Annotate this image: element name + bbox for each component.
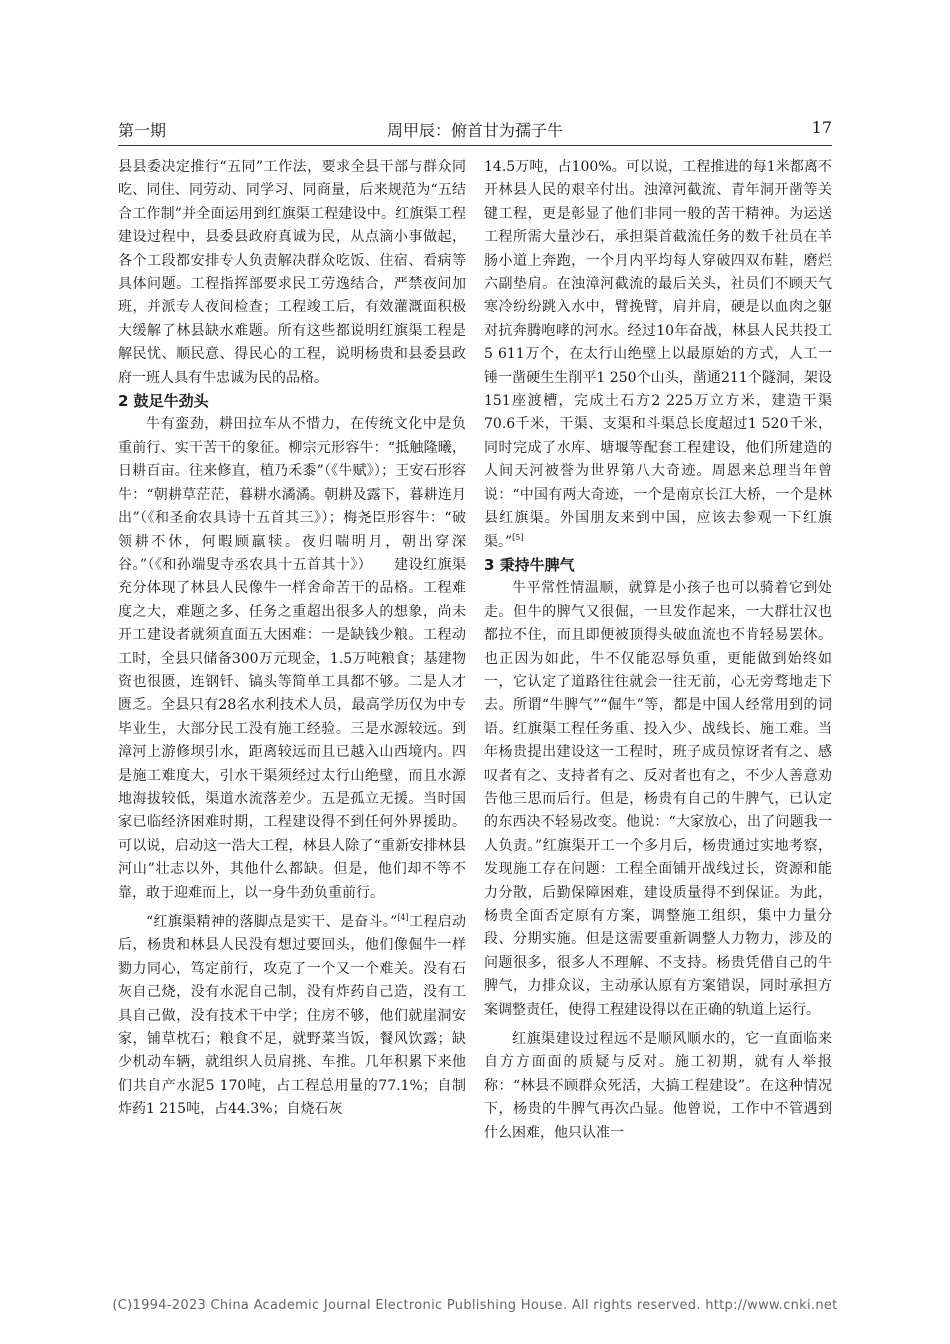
section-heading-2: 2 鼓足牛劲头: [118, 392, 209, 411]
running-title: 周甲辰：俯首甘为孺子牛: [386, 121, 563, 140]
quote: “红旗渠精神的落脚点是实干、是奋斗。”: [146, 914, 398, 930]
left-column: [118, 156, 466, 1122]
paragraph: 牛有蛮劲，耕田拉车从不惜力，在传统文化中是负重前行、实干苦干的象征。柳宗元形容牛：“抵触隆曦，日耕百亩。往来修直，植乃禾黍”（《牛赋》）；王安石形容牛：“朝耕草茫茫，暮耕水潏潏。朝耕及露下，暮耕连月出”（《和圣俞农具诗十五首其三》）；梅尧臣形容牛：“破领耕不休，何暇顾羸犊。夜归喘明月，朝出穿深谷。”（《和孙端叟寺丞农具十五首其十》） 建设红旗渠充分体现了林县人民像牛一样舍命苦干的品格。工程难度之大，难题之多、任务之重超出很多人的想象，尚未开工建设者就须直面五大困难：一是缺钱少粮。工程动工时，全县只储备300万元现金，1.5万吨粮食；基建物资也很匮，连钢钎、镐头等简单工具都不够。二是人才匮乏。全县只有28名水利技术人员，最高学历仅为中专毕业生，大部分民工没有施工经验。三是水源较远。到漳河上游修坝引水，距离较远而且已越入山西境内。四是施工难度大，引水干渠须经过太行山绝壁，而且水源地海拔较低，渠道水流落差少。五是孤立无援。当时国家已临经济困难时期，工程建设得不到任何外界援助。可以说，启动这一浩大工程，林县人除了“重新安排林县河山”壮志以外，其他什么都缺。但是，他们却不等不靠，敢于迎难而上，以一身牛劲负重前行。: [118, 416, 466, 901]
paragraph: 县县委决定推行“五同”工作法，要求全县干部与群众同吃、同住、同劳动、同学习、同商量，后来规范为“五结合工作制”并全面运用到红旗渠工程建设中。红旗渠工程建设过程中，县委县政府真诚为民，从点滴小事做起，各个工段都安排专人负责解决群众吃饭、住宿、看病等具体问题。工程指挥部要求民工劳逸结合，严禁夜间加班，并派专人夜间检查；工程竣工后，有效灌溉面积极大缓解了林县缺水难题。所有这些都说明红旗渠工程是解民忧、顺民意、得民心的工程，说明杨贵和县委县政府一班人具有牛忠诚为民的品格。: [118, 159, 466, 386]
paragraph: [118, 911, 466, 1122]
paragraph-text: 工程启动后，杨贵和林县人民没有想过要回头，他们像倔牛一样勠力同心，笃定前行，攻克了一个又一个难关。没有石灰自己烧，没有水泥自己制，没有炸药自己造，没有工具自己做，没有技术干中学；住房不够，他们就崖洞安家，铺草枕石；粮食不足，就野菜当饭，餐风饮露；缺少机动车辆，就组织人员肩挑、车推。几年积累下来他们共自产水泥5 170吨，占工程总用量的77.1%；自制炸药1 215吨，占44.3%；自烧石灰: [118, 914, 466, 1118]
running-header: [118, 118, 832, 144]
citation-ref[interactable]: [5]: [512, 532, 524, 542]
page-number: 17: [811, 118, 832, 137]
paragraph: [484, 156, 832, 554]
header-rule: [118, 145, 832, 146]
citation-ref[interactable]: [4]: [397, 913, 409, 922]
paragraph: 牛平常性情温顺，就算是小孩子也可以骑着它到处走。但牛的脾气又很倔，一旦发作起来，一大群壮汉也都拉不住，而且即便被顶得头破血流也不肯轻易罢休。也正因为如此，牛不仅能忍辱负重，更能做到始终如一，它认定了道路往往就会一往无前，心无旁骛地走下去。所谓“牛脾气”“倔牛”等，都是中国人经常用到的词语。红旗渠工程任务重、投入少、战线长、施工难。当年杨贵提出建设这一工程时，班子成员惊讶者有之、感叹者有之、支持者有之、反对者也有之，不少人善意劝告他三思而后行。但是，杨贵有自己的牛脾气，已认定的东西决不轻易改变。他说：“大家放心，出了问题我一人负责。”红旗渠开工一个多月后，杨贵通过实地考察，发现施工存在问题：工程全面铺开战线过长，资源和能力分散，后勤保障困难，建设质量得不到保证。为此，杨贵全面否定原有方案，调整施工组织，集中力量分段、分期实施。但是这需要重新调整人力物力，涉及的问题很多，很多人不理解、不支持。杨贵凭借自己的牛脾气，力排众议，主动承认原有方案错误，同时承担方案调整责任，使得工程建设得以在正确的轨道上运行。: [484, 580, 832, 1018]
copyright-footer: (C)1994-2023 China Academic Journal Electronic Publishing House. All rights reserved. http://www.cnki.net: [112, 1298, 838, 1313]
right-column: [484, 156, 832, 1145]
section-heading-3: 3 秉持牛脾气: [484, 555, 575, 574]
paragraph: 红旗渠建设过程远不是顺风顺水的，它一直面临来自方方面面的质疑与反对。施工初期，就有人举报称：“林县不顾群众死活，大搞工程建设”。在这种情况下，杨贵的牛脾气再次凸显。他曾说，工作中不管遇到什么困难，他只认准一: [484, 1031, 832, 1141]
paragraph-text: 14.5万吨，占100%。可以说，工程推进的每1米都离不开林县人民的艰辛付出。浊漳河截流、青年洞开凿等关键工程，更是彰显了他们非同一般的苦干精神。为运送工程所需大量沙石，承担渠首截流任务的数千社员在羊肠小道上奔跑，一个月内平均每人穿破四双布鞋，磨烂六副垫肩。在浊漳河截流的最后关头，社员们不顾天气寒冷纷纷跳入水中，臂挽臂，肩并肩，硬是以血肉之躯对抗奔腾咆哮的河水。经过10年奋战，林县人民共投工5 611万个，在太行山绝壁上以最原始的方式，人工一锤一凿硬生生削平1 250个山头，凿通211个隧洞，架设151座渡槽，完成土石方2 225万立方米，建造干渠70.6千米，干渠、支渠和斗渠总长度超过1 520千米，同时完成了水库、塘堰等配套工程建设，他们所建造的人间天河被誉为世界第八大奇迹。周恩来总理当年曾说：“中国有两大奇迹，一个是南京长江大桥，一个是林县红旗渠。外国朋友来到中国，应该去参观一下红旗渠。”: [484, 159, 832, 550]
journal-issue: 第一期: [118, 121, 167, 140]
